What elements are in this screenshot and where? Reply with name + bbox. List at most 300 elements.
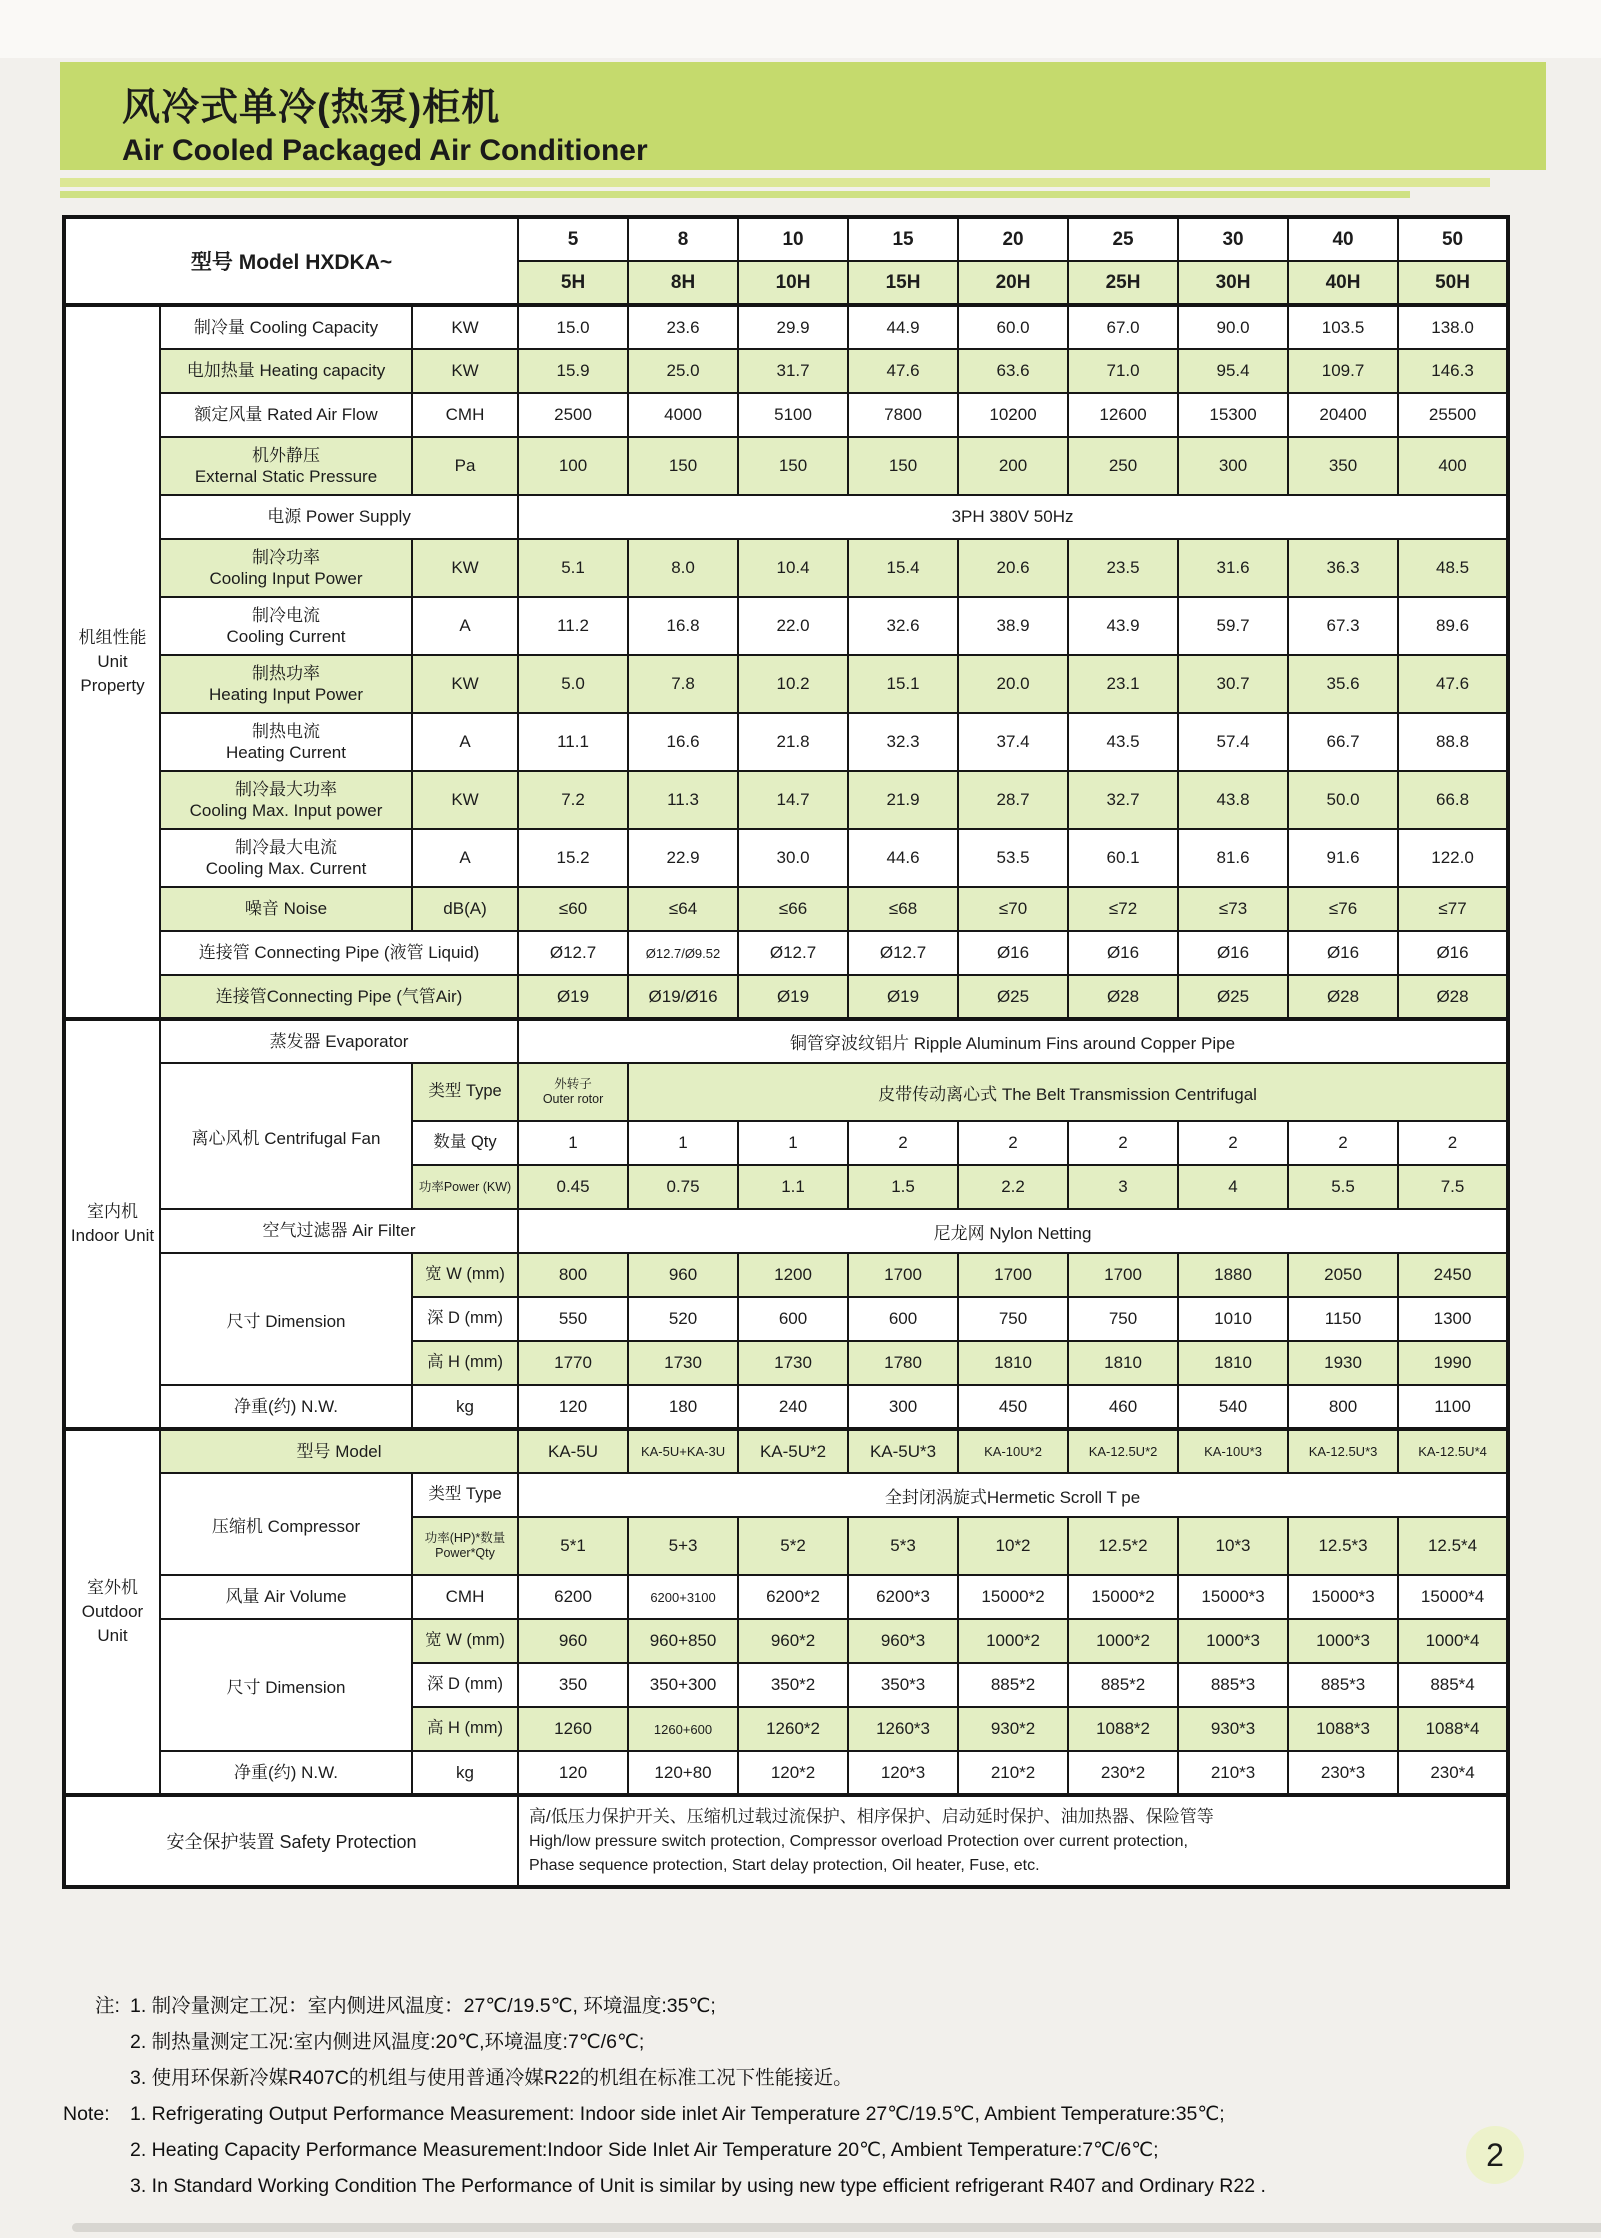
group-label: 压缩机 Compressor — [160, 1473, 412, 1575]
unit-label: kg — [412, 1385, 518, 1429]
spec-value: 31.6 — [1178, 539, 1288, 597]
col-header: 20 — [958, 217, 1068, 261]
spec-value: 15000*3 — [1178, 1575, 1288, 1619]
spec-value: 138.0 — [1398, 305, 1508, 349]
spec-value: 32.7 — [1068, 771, 1178, 829]
spec-value: 120 — [518, 1385, 628, 1429]
safety-label: 安全保护装置 Safety Protection — [64, 1795, 518, 1887]
spec-value: 960+850 — [628, 1619, 738, 1663]
col-header: 5 — [518, 217, 628, 261]
spec-value: 44.9 — [848, 305, 958, 349]
col-header-h: 5H — [518, 261, 628, 305]
spec-value: 520 — [628, 1297, 738, 1341]
spec-value: 1810 — [1068, 1341, 1178, 1385]
page-title-zh: 风冷式单冷(热泵)柜机 — [122, 87, 501, 129]
spec-value: 6200 — [518, 1575, 628, 1619]
note-line — [63, 1988, 1533, 2024]
spec-value: 210*3 — [1178, 1751, 1288, 1795]
spec-value: 120*2 — [738, 1751, 848, 1795]
spec-value: 2 — [958, 1121, 1068, 1165]
spec-value: 1200 — [738, 1253, 848, 1297]
page-number-badge: 2 — [1466, 2126, 1524, 2184]
spec-value: 7.5 — [1398, 1165, 1508, 1209]
spec-value: 146.3 — [1398, 349, 1508, 393]
unit-label: A — [412, 713, 518, 771]
spec-value: 1000*4 — [1398, 1619, 1508, 1663]
spec-value: ≤64 — [628, 887, 738, 931]
group-label: 尺寸 Dimension — [160, 1619, 412, 1751]
section-label: 室外机 Outdoor Unit — [64, 1429, 160, 1795]
col-header: 25 — [1068, 217, 1178, 261]
spec-value: 31.7 — [738, 349, 848, 393]
spec-value: 10*2 — [958, 1517, 1068, 1575]
spec-value: 38.9 — [958, 597, 1068, 655]
spec-value: 10.2 — [738, 655, 848, 713]
spec-value: 600 — [738, 1297, 848, 1341]
row-label: 型号 Model — [160, 1429, 518, 1473]
page-top-margin — [0, 0, 1601, 58]
page-banner — [60, 62, 1546, 170]
unit-label: KW — [412, 349, 518, 393]
spec-value: 12.5*4 — [1398, 1517, 1508, 1575]
spec-value: Ø16 — [1398, 931, 1508, 975]
row-label: 风量 Air Volume — [160, 1575, 412, 1619]
row-label: 净重(约) N.W. — [160, 1751, 412, 1795]
banner-stripe-1 — [60, 178, 1490, 187]
spec-value: 1100 — [1398, 1385, 1508, 1429]
note-text: 2. 制热量测定工况:室内侧进风温度:20℃,环境温度:7℃/6℃; — [130, 2031, 645, 2053]
spec-value: 210*2 — [958, 1751, 1068, 1795]
col-header-h: 25H — [1068, 261, 1178, 305]
sub-label: 类型 Type — [412, 1063, 518, 1121]
spec-value: 88.8 — [1398, 713, 1508, 771]
spec-value: 885*3 — [1178, 1663, 1288, 1707]
spec-value: 960 — [518, 1619, 628, 1663]
row-label: 电加热量 Heating capacity — [160, 349, 412, 393]
spec-value: 1810 — [958, 1341, 1068, 1385]
spec-value: 1010 — [1178, 1297, 1288, 1341]
spec-value: 4000 — [628, 393, 738, 437]
spec-value: 43.8 — [1178, 771, 1288, 829]
spec-value: 103.5 — [1288, 305, 1398, 349]
spec-value: 1 — [628, 1121, 738, 1165]
spec-span-value: 铜管穿波纹铝片 Ripple Aluminum Fins around Copper Pipe — [518, 1019, 1508, 1063]
spec-value: 750 — [1068, 1297, 1178, 1341]
spec-span-value: 尼龙网 Nylon Netting — [518, 1209, 1508, 1253]
spec-value: 350 — [1288, 437, 1398, 495]
note-text: 3. In Standard Working Condition The Performance of Unit is similar by using new type efficient refrigerant R407 and Ordinary R22 . — [130, 2175, 1266, 2197]
spec-value: 15.0 — [518, 305, 628, 349]
spec-value: 20.0 — [958, 655, 1068, 713]
spec-value: 91.6 — [1288, 829, 1398, 887]
spec-value: 230*2 — [1068, 1751, 1178, 1795]
spec-value: 7800 — [848, 393, 958, 437]
spec-value: 11.3 — [628, 771, 738, 829]
spec-value: 14.7 — [738, 771, 848, 829]
row-label: 制冷最大电流 Cooling Max. Current — [160, 829, 412, 887]
spec-value: 2050 — [1288, 1253, 1398, 1297]
unit-label: Pa — [412, 437, 518, 495]
group-label: 离心风机 Centrifugal Fan — [160, 1063, 412, 1209]
col-header: 30 — [1178, 217, 1288, 261]
notes — [63, 1988, 1533, 2204]
spec-value: 1.5 — [848, 1165, 958, 1209]
note-text: 2. Heating Capacity Performance Measurement:Indoor Side Inlet Air Temperature 20℃, Ambient Temperature:7℃/6℃; — [130, 2139, 1159, 2161]
spec-value: KA-10U*3 — [1178, 1429, 1288, 1473]
spec-value: KA-12.5U*2 — [1068, 1429, 1178, 1473]
spec-value: 1770 — [518, 1341, 628, 1385]
spec-value: Ø19 — [848, 975, 958, 1019]
spec-value: 37.4 — [958, 713, 1068, 771]
spec-value: 6200*2 — [738, 1575, 848, 1619]
spec-value: 960*3 — [848, 1619, 958, 1663]
spec-value: 2 — [1288, 1121, 1398, 1165]
spec-value: 11.1 — [518, 713, 628, 771]
spec-value: 1088*2 — [1068, 1707, 1178, 1751]
spec-value: 95.4 — [1178, 349, 1288, 393]
spec-value: 外转子 Outer rotor — [518, 1063, 628, 1121]
spec-value: 100 — [518, 437, 628, 495]
spec-value: 120*3 — [848, 1751, 958, 1795]
spec-value: 5*1 — [518, 1517, 628, 1575]
spec-value: 350 — [518, 1663, 628, 1707]
spec-value: 90.0 — [1178, 305, 1288, 349]
spec-value: 1 — [738, 1121, 848, 1165]
spec-value: 89.6 — [1398, 597, 1508, 655]
banner-stripe-2 — [60, 191, 1410, 198]
sub-label: 深 D (mm) — [412, 1297, 518, 1341]
spec-value: 2450 — [1398, 1253, 1508, 1297]
spec-value: 1300 — [1398, 1297, 1508, 1341]
spec-value: 5*3 — [848, 1517, 958, 1575]
note-text: 1. 制冷量测定工况：室内侧进风温度：27℃/19.5℃, 环境温度:35℃; — [130, 1995, 716, 2017]
spec-value: 1880 — [1178, 1253, 1288, 1297]
spec-value: 15000*2 — [958, 1575, 1068, 1619]
spec-value: 960 — [628, 1253, 738, 1297]
spec-value: 15.4 — [848, 539, 958, 597]
spec-value: 400 — [1398, 437, 1508, 495]
col-header: 10 — [738, 217, 848, 261]
spec-value: ≤66 — [738, 887, 848, 931]
spec-value: 53.5 — [958, 829, 1068, 887]
spec-value: 20.6 — [958, 539, 1068, 597]
sub-label: 高 H (mm) — [412, 1341, 518, 1385]
model-header: 型号 Model HXDKA~ — [64, 217, 518, 305]
spec-value: 1000*2 — [1068, 1619, 1178, 1663]
spec-value: 7.8 — [628, 655, 738, 713]
spec-value: 600 — [848, 1297, 958, 1341]
unit-label: KW — [412, 771, 518, 829]
spec-value: 15000*2 — [1068, 1575, 1178, 1619]
spec-value: ≤70 — [958, 887, 1068, 931]
unit-label: KW — [412, 305, 518, 349]
col-header: 50 — [1398, 217, 1508, 261]
spec-value: 12600 — [1068, 393, 1178, 437]
spec-value: 15000*3 — [1288, 1575, 1398, 1619]
spec-value: ≤60 — [518, 887, 628, 931]
col-header-h: 10H — [738, 261, 848, 305]
spec-value: 32.6 — [848, 597, 958, 655]
spec-value: 66.8 — [1398, 771, 1508, 829]
spec-value: 23.5 — [1068, 539, 1178, 597]
spec-value: 15300 — [1178, 393, 1288, 437]
spec-value: 885*2 — [958, 1663, 1068, 1707]
spec-value: KA-5U*3 — [848, 1429, 958, 1473]
spec-value: 43.9 — [1068, 597, 1178, 655]
spec-value: 180 — [628, 1385, 738, 1429]
spec-value: 150 — [628, 437, 738, 495]
col-header-h: 30H — [1178, 261, 1288, 305]
spec-value: Ø19 — [518, 975, 628, 1019]
spec-value: KA-12.5U*4 — [1398, 1429, 1508, 1473]
spec-value: 120 — [518, 1751, 628, 1795]
col-header-h: 8H — [628, 261, 738, 305]
spec-value: 5.0 — [518, 655, 628, 713]
spec-value: 1260 — [518, 1707, 628, 1751]
spec-value: 1000*3 — [1288, 1619, 1398, 1663]
spec-value: Ø25 — [958, 975, 1068, 1019]
spec-value: 21.9 — [848, 771, 958, 829]
spec-value: 25500 — [1398, 393, 1508, 437]
spec-value: 1810 — [1178, 1341, 1288, 1385]
col-header-h: 15H — [848, 261, 958, 305]
spec-value: ≤73 — [1178, 887, 1288, 931]
spec-value: 2 — [1068, 1121, 1178, 1165]
spec-value: Ø28 — [1398, 975, 1508, 1019]
safety-text: 高/低压力保护开关、压缩机过载过流保护、相序保护、启动延时保护、油加热器、保险管等 High/low pressure switch protection, Compressor overload Protection over current protection, Phase sequence protection, Start delay protection, Oil heater, Fuse, etc. — [518, 1795, 1508, 1887]
unit-label: kg — [412, 1751, 518, 1795]
spec-value: ≤72 — [1068, 887, 1178, 931]
note-line — [63, 2096, 1533, 2132]
spec-value: Ø16 — [1288, 931, 1398, 975]
spec-value: 67.3 — [1288, 597, 1398, 655]
spec-value: 885*3 — [1288, 1663, 1398, 1707]
spec-value: 25.0 — [628, 349, 738, 393]
spec-value: 2 — [848, 1121, 958, 1165]
spec-value: 1000*2 — [958, 1619, 1068, 1663]
spec-value: 1700 — [1068, 1253, 1178, 1297]
spec-value: 1088*3 — [1288, 1707, 1398, 1751]
unit-label: A — [412, 829, 518, 887]
spec-value: 5.5 — [1288, 1165, 1398, 1209]
spec-value: 81.6 — [1178, 829, 1288, 887]
spec-value: 15000*4 — [1398, 1575, 1508, 1619]
spec-value: 250 — [1068, 437, 1178, 495]
note-line — [63, 2024, 1533, 2060]
spec-value: 300 — [1178, 437, 1288, 495]
note-prefix-zh: 注: — [95, 1995, 120, 2017]
spec-value: 230*4 — [1398, 1751, 1508, 1795]
spec-value: 1930 — [1288, 1341, 1398, 1385]
spec-value: KA-5U*2 — [738, 1429, 848, 1473]
spec-value: 930*3 — [1178, 1707, 1288, 1751]
sub-label: 宽 W (mm) — [412, 1619, 518, 1663]
col-header: 40 — [1288, 217, 1398, 261]
spec-value: 11.2 — [518, 597, 628, 655]
spec-value: Ø16 — [1178, 931, 1288, 975]
unit-label: CMH — [412, 393, 518, 437]
spec-value: 50.0 — [1288, 771, 1398, 829]
spec-value: ≤77 — [1398, 887, 1508, 931]
unit-label: CMH — [412, 1575, 518, 1619]
spec-value: 1000*3 — [1178, 1619, 1288, 1663]
spec-value: 1260+600 — [628, 1707, 738, 1751]
row-label: 制热功率 Heating Input Power — [160, 655, 412, 713]
spec-value: 540 — [1178, 1385, 1288, 1429]
spec-value: Ø28 — [1068, 975, 1178, 1019]
col-header: 15 — [848, 217, 958, 261]
spec-value: 71.0 — [1068, 349, 1178, 393]
sub-label: 高 H (mm) — [412, 1707, 518, 1751]
sub-label: 类型 Type — [412, 1473, 518, 1517]
spec-value: 63.6 — [958, 349, 1068, 393]
spec-value: 1700 — [848, 1253, 958, 1297]
row-label: 电源 Power Supply — [160, 495, 518, 539]
row-label: 噪音 Noise — [160, 887, 412, 931]
spec-value: 1 — [518, 1121, 628, 1165]
spec-value: 60.0 — [958, 305, 1068, 349]
col-header-h: 40H — [1288, 261, 1398, 305]
spec-value: 930*2 — [958, 1707, 1068, 1751]
note-text: 1. Refrigerating Output Performance Measurement: Indoor side inlet Air Temperature 27℃/19.5℃, Ambient Temperature:35℃; — [130, 2103, 1225, 2125]
spec-value: 350*2 — [738, 1663, 848, 1707]
spec-value: 2 — [1398, 1121, 1508, 1165]
spec-value: ≤76 — [1288, 887, 1398, 931]
spec-value: 7.2 — [518, 771, 628, 829]
spec-value: 23.6 — [628, 305, 738, 349]
row-label: 制热电流 Heating Current — [160, 713, 412, 771]
spec-value: 3 — [1068, 1165, 1178, 1209]
spec-value: 4 — [1178, 1165, 1288, 1209]
spec-value: 1150 — [1288, 1297, 1398, 1341]
spec-value: 10200 — [958, 393, 1068, 437]
spec-value: 350*3 — [848, 1663, 958, 1707]
note-line — [63, 2132, 1533, 2168]
spec-value: KA-10U*2 — [958, 1429, 1068, 1473]
spec-value: 47.6 — [848, 349, 958, 393]
spec-value: ≤68 — [848, 887, 958, 931]
spec-value: 1730 — [628, 1341, 738, 1385]
col-header-h: 20H — [958, 261, 1068, 305]
group-label: 尺寸 Dimension — [160, 1253, 412, 1385]
spec-value: 60.1 — [1068, 829, 1178, 887]
spec-value: 240 — [738, 1385, 848, 1429]
spec-value: 21.8 — [738, 713, 848, 771]
sub-label: 功率(HP)*数量 Power*Qty — [412, 1517, 518, 1575]
spec-value: 109.7 — [1288, 349, 1398, 393]
col-header: 8 — [628, 217, 738, 261]
spec-value: 16.8 — [628, 597, 738, 655]
spec-value: Ø25 — [1178, 975, 1288, 1019]
spec-value: 800 — [1288, 1385, 1398, 1429]
unit-label: dB(A) — [412, 887, 518, 931]
spec-value: 43.5 — [1068, 713, 1178, 771]
spec-value: 122.0 — [1398, 829, 1508, 887]
spec-value: 450 — [958, 1385, 1068, 1429]
row-label: 机外静压 External Static Pressure — [160, 437, 412, 495]
sub-label: 数量 Qty — [412, 1121, 518, 1165]
spec-value: 960*2 — [738, 1619, 848, 1663]
spec-span-value: 皮带传动离心式 The Belt Transmission Centrifugal — [628, 1063, 1508, 1121]
page-footer-bar — [72, 2223, 1601, 2232]
spec-value: 2 — [1178, 1121, 1288, 1165]
unit-label: KW — [412, 539, 518, 597]
spec-value: 10.4 — [738, 539, 848, 597]
spec-value: 750 — [958, 1297, 1068, 1341]
spec-value: 350+300 — [628, 1663, 738, 1707]
spec-value: Ø19/Ø16 — [628, 975, 738, 1019]
spec-value: 885*4 — [1398, 1663, 1508, 1707]
spec-value: 5.1 — [518, 539, 628, 597]
spec-value: Ø16 — [1068, 931, 1178, 975]
spec-value: 47.6 — [1398, 655, 1508, 713]
spec-value: Ø12.7 — [518, 931, 628, 975]
spec-value: 300 — [848, 1385, 958, 1429]
row-label: 制冷功率 Cooling Input Power — [160, 539, 412, 597]
spec-value: KA-5U+KA-3U — [628, 1429, 738, 1473]
row-label: 制冷最大功率 Cooling Max. Input power — [160, 771, 412, 829]
sub-label: 功率Power (KW) — [412, 1165, 518, 1209]
spec-value: 885*2 — [1068, 1663, 1178, 1707]
note-text: 3. 使用环保新冷媒R407C的机组与使用普通冷媒R22的机组在标准工况下性能接近。 — [130, 2067, 853, 2089]
spec-span-value: 3PH 380V 50Hz — [518, 495, 1508, 539]
spec-value: 5+3 — [628, 1517, 738, 1575]
spec-value: Ø12.7 — [848, 931, 958, 975]
spec-value: 15.1 — [848, 655, 958, 713]
spec-value: 15.9 — [518, 349, 628, 393]
spec-value: 35.6 — [1288, 655, 1398, 713]
row-label: 额定风量 Rated Air Flow — [160, 393, 412, 437]
spec-value: 59.7 — [1178, 597, 1288, 655]
spec-value: 30.7 — [1178, 655, 1288, 713]
row-label: 制冷量 Cooling Capacity — [160, 305, 412, 349]
spec-value: Ø12.7 — [738, 931, 848, 975]
note-line — [63, 2168, 1533, 2204]
unit-label: A — [412, 597, 518, 655]
row-label: 蒸发器 Evaporator — [160, 1019, 518, 1063]
spec-value: 28.7 — [958, 771, 1068, 829]
spec-value: 6200+3100 — [628, 1575, 738, 1619]
spec-value: 44.6 — [848, 829, 958, 887]
spec-value: 0.75 — [628, 1165, 738, 1209]
row-label: 净重(约) N.W. — [160, 1385, 412, 1429]
spec-value: 29.9 — [738, 305, 848, 349]
section-label: 室内机 Indoor Unit — [64, 1019, 160, 1429]
spec-value: 550 — [518, 1297, 628, 1341]
spec-value: 1700 — [958, 1253, 1068, 1297]
spec-value: 1780 — [848, 1341, 958, 1385]
spec-value: 8.0 — [628, 539, 738, 597]
row-label: 制冷电流 Cooling Current — [160, 597, 412, 655]
spec-value: 12.5*3 — [1288, 1517, 1398, 1575]
spec-value: 1260*2 — [738, 1707, 848, 1751]
spec-value: 5100 — [738, 393, 848, 437]
spec-value: Ø28 — [1288, 975, 1398, 1019]
spec-value: 120+80 — [628, 1751, 738, 1795]
spec-value: 20400 — [1288, 393, 1398, 437]
spec-value: 0.45 — [518, 1165, 628, 1209]
spec-value: 200 — [958, 437, 1068, 495]
spec-value: 5*2 — [738, 1517, 848, 1575]
note-line — [63, 2060, 1533, 2096]
note-prefix-en: Note: — [63, 2103, 110, 2125]
spec-value: 230*3 — [1288, 1751, 1398, 1795]
spec-value: 1730 — [738, 1341, 848, 1385]
spec-value: 6200*3 — [848, 1575, 958, 1619]
unit-label: KW — [412, 655, 518, 713]
spec-value: 1088*4 — [1398, 1707, 1508, 1751]
spec-table — [62, 215, 1510, 1889]
